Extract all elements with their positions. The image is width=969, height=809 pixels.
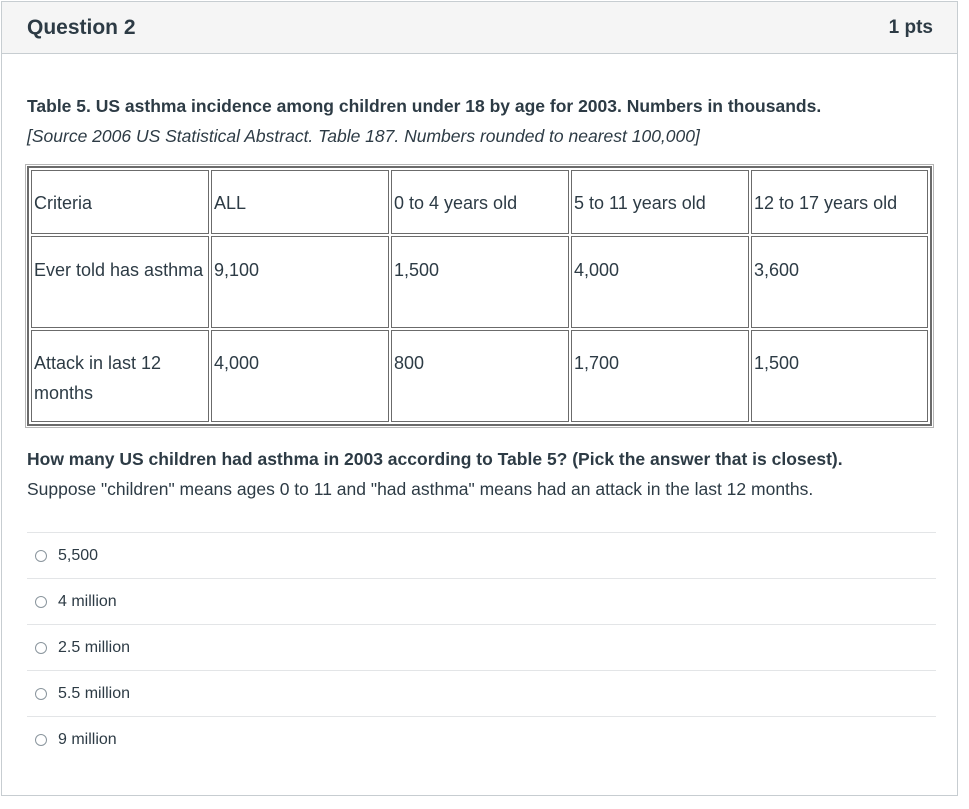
table-cell: 1,700 [571, 330, 749, 422]
answer-option[interactable] [27, 671, 936, 717]
table-header-row [31, 170, 928, 234]
table-source: [Source 2006 US Statistical Abstract. Table 187. Numbers rounded to nearest 100,000] [27, 126, 700, 146]
answer-label: 9 million [58, 731, 117, 748]
header-cell: 12 to 17 years old [751, 170, 928, 234]
table-cell: Attack in last 12 months [31, 330, 209, 422]
table-cell: 3,600 [751, 236, 928, 328]
header-cell: 5 to 11 years old [571, 170, 749, 234]
question-title: Question 2 [27, 15, 136, 39]
asthma-table [27, 166, 932, 426]
table-row [31, 330, 928, 422]
radio-button[interactable] [35, 550, 47, 562]
header-cell: Criteria [31, 170, 209, 234]
header-cell: 0 to 4 years old [391, 170, 569, 234]
table-cell: 4,000 [211, 330, 389, 422]
table-cell: 800 [391, 330, 569, 422]
question-header [2, 2, 957, 54]
radio-button[interactable] [35, 734, 47, 746]
table-cell: 1,500 [391, 236, 569, 328]
table-cell: Ever told has asthma [31, 236, 209, 328]
answer-label: 2.5 million [58, 638, 131, 656]
question-prompt: How many US children had asthma in 2003 according to Table 5? (Pick the answer that is closest). [27, 449, 843, 469]
answer-list [27, 532, 936, 763]
table-caption: Table 5. US asthma incidence among children under 18 by age for 2003. Numbers in thousands. [27, 96, 822, 116]
answer-option[interactable] [27, 533, 936, 579]
answer-option[interactable] [27, 625, 936, 671]
question-body [2, 95, 957, 763]
answer-option[interactable] [27, 717, 936, 763]
question-points: 1 pts [888, 16, 933, 38]
table-cell: 1,500 [751, 330, 928, 422]
answer-label: 5.5 million [58, 684, 131, 702]
header-cell: ALL [211, 170, 389, 234]
answer-option[interactable] [27, 579, 936, 625]
radio-button[interactable] [35, 688, 47, 700]
radio-button[interactable] [35, 642, 47, 654]
question-card [1, 1, 958, 796]
table-cell: 4,000 [571, 236, 749, 328]
table-cell: 9,100 [211, 236, 389, 328]
radio-button[interactable] [35, 596, 47, 608]
answer-label: 4 million [58, 592, 117, 610]
table-row [31, 236, 928, 328]
question-assumption: Suppose "children" means ages 0 to 11 and "had asthma" means had an attack in the last 12 months. [27, 479, 814, 499]
answer-label: 5,500 [58, 546, 99, 564]
